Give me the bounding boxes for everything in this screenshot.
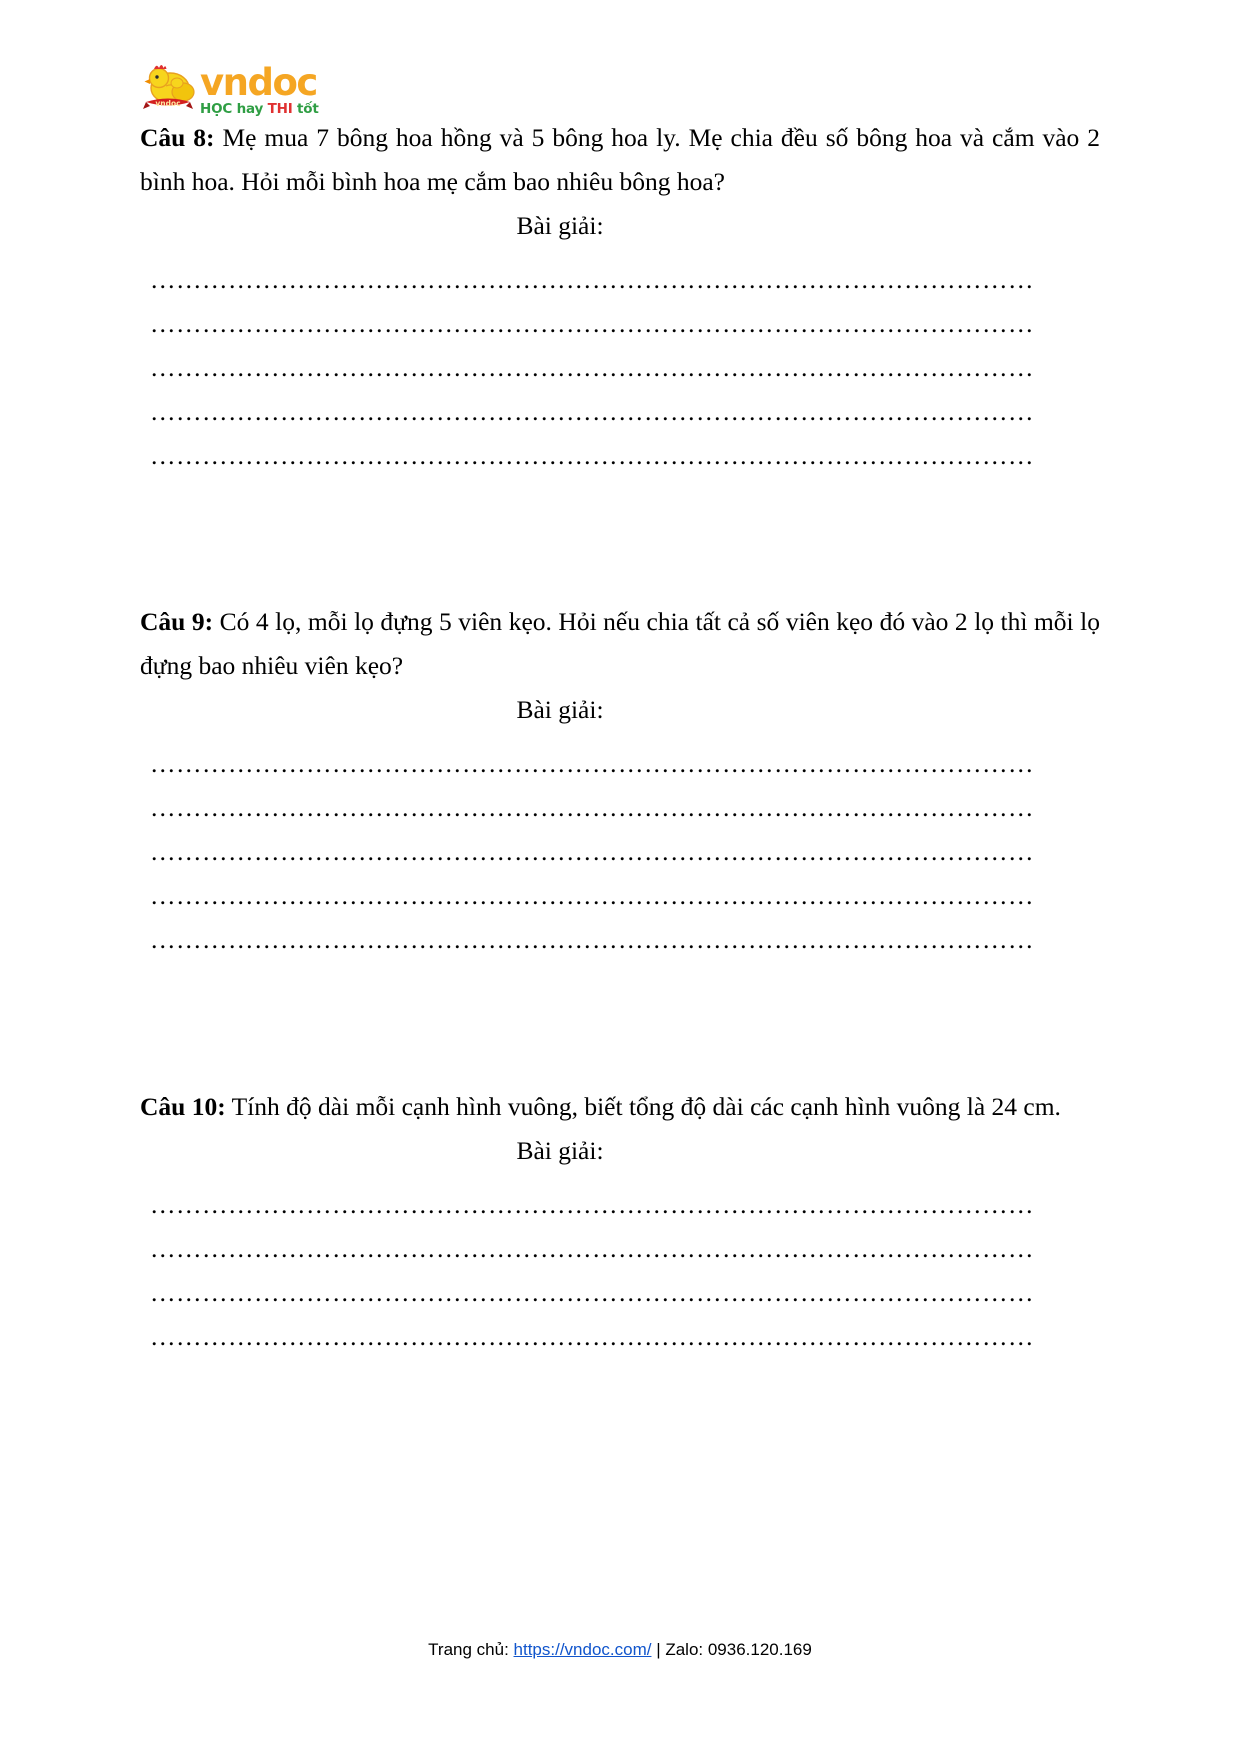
question-8-answer-area[interactable]	[140, 258, 1100, 478]
question-block-9	[140, 600, 1100, 962]
answer-dot-line[interactable]: …………………………………………………………………………………………	[150, 1322, 1034, 1351]
answer-dot-line[interactable]: …………………………………………………………………………………………	[150, 397, 1034, 426]
chicken-mascot-icon	[140, 58, 196, 116]
question-8-body: Mẹ mua 7 bông hoa hồng và 5 bông hoa ly. Mẹ chia đều số bông hoa và cắm vào 2 bình hoa. Hỏi mỗi bình hoa mẹ cắm bao nhiêu bông hoa?	[140, 123, 1100, 196]
question-9-body: Có 4 lọ, mỗi lọ đựng 5 viên kẹo. Hỏi nếu chia tất cả số viên kẹo đó vào 2 lọ thì mỗi lọ đựng bao nhiêu viên kẹo?	[140, 607, 1100, 680]
footer-suffix: | Zalo: 0936.120.169	[651, 1640, 812, 1659]
answer-dot-line[interactable]: …………………………………………………………………………………………	[150, 749, 1034, 778]
footer-homepage-link[interactable]: https://vndoc.com/	[513, 1640, 652, 1659]
question-10-answer-area[interactable]	[140, 1183, 1100, 1359]
logo-tagline-part3: tốt	[292, 100, 319, 117]
question-9-solve-label: Bài giải:	[516, 695, 604, 724]
question-block-10	[140, 1085, 1100, 1359]
footer-prefix: Trang chủ:	[428, 1640, 514, 1659]
page-footer	[0, 1640, 1240, 1660]
svg-text:vndoc: vndoc	[155, 99, 181, 108]
answer-dot-line[interactable]: …………………………………………………………………………………………	[150, 881, 1034, 910]
answer-dot-line[interactable]: …………………………………………………………………………………………	[150, 353, 1034, 382]
question-10-text	[140, 1085, 1100, 1129]
answer-dot-line[interactable]: …………………………………………………………………………………………	[150, 309, 1034, 338]
question-8-text	[140, 116, 1100, 204]
question-10-label: Câu 10:	[140, 1092, 226, 1121]
question-9-answer-area[interactable]	[140, 742, 1100, 962]
vndoc-logo[interactable]	[140, 52, 319, 116]
question-9-label: Câu 9:	[140, 607, 214, 636]
logo-tagline-part1: HỌC hay	[200, 100, 268, 117]
logo-tagline-part2: THI	[267, 100, 293, 117]
logo-tagline	[200, 100, 319, 117]
answer-dot-line[interactable]: …………………………………………………………………………………………	[150, 925, 1034, 954]
question-10-solve-label: Bài giải:	[516, 1136, 604, 1165]
answer-dot-line[interactable]: …………………………………………………………………………………………	[150, 441, 1034, 470]
question-8-solve-label: Bài giải:	[516, 211, 604, 240]
answer-dot-line[interactable]: …………………………………………………………………………………………	[150, 265, 1034, 294]
answer-dot-line[interactable]: …………………………………………………………………………………………	[150, 1234, 1034, 1263]
question-10-body: Tính độ dài mỗi cạnh hình vuông, biết tổng độ dài các cạnh hình vuông là 24 cm.	[225, 1092, 1061, 1121]
answer-dot-line[interactable]: …………………………………………………………………………………………	[150, 1190, 1034, 1219]
answer-dot-line[interactable]: …………………………………………………………………………………………	[150, 837, 1034, 866]
answer-dot-line[interactable]: …………………………………………………………………………………………	[150, 1278, 1034, 1307]
question-block-8	[140, 116, 1100, 478]
answer-dot-line[interactable]: …………………………………………………………………………………………	[150, 793, 1034, 822]
question-9-text	[140, 600, 1100, 688]
logo-wordmark: vndoc	[200, 61, 317, 105]
question-8-label: Câu 8:	[140, 123, 215, 152]
